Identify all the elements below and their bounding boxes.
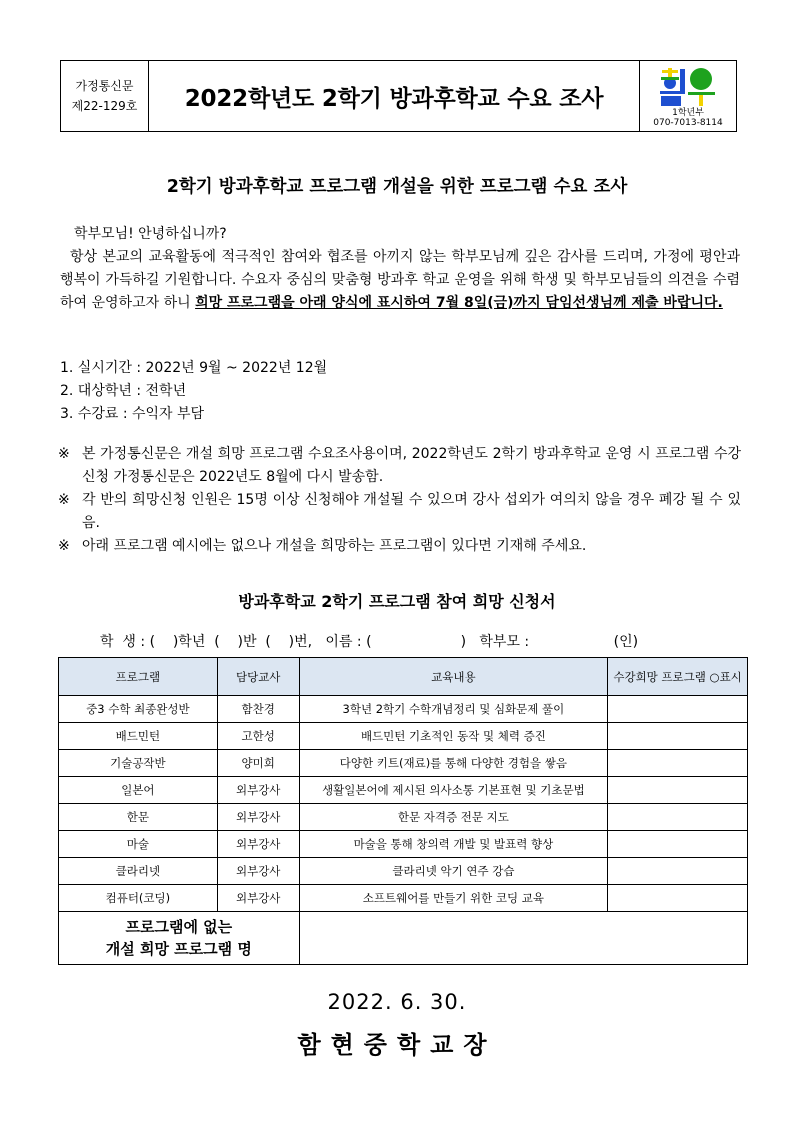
program-name: 클라리넷 — [59, 858, 218, 885]
table-header-row — [59, 658, 748, 696]
note-text: 아래 프로그램 예시에는 없으나 개설을 희망하는 프로그램이 있다면 기재해 주세요. — [82, 538, 587, 554]
program-name: 중3 수학 최종완성반 — [59, 696, 218, 723]
program-name: 마술 — [59, 831, 218, 858]
table-row — [59, 750, 748, 777]
note-item — [58, 489, 741, 535]
school-principal: 함현중학교장 — [297, 1031, 497, 1059]
select-cell[interactable] — [608, 777, 748, 804]
teacher: 외부강사 — [217, 777, 299, 804]
note-mark: ※ — [58, 538, 70, 554]
table-row — [59, 858, 748, 885]
teacher: 외부강사 — [217, 885, 299, 912]
teacher: 양미희 — [217, 750, 299, 777]
extra-program-row — [59, 912, 748, 965]
table-row — [59, 723, 748, 750]
extra-label-line1: 프로그램에 없는 — [125, 918, 233, 936]
info-fee: 3. 수강료 : 수익자 부담 — [60, 406, 205, 422]
content: 클라리넷 악기 연주 강습 — [299, 858, 608, 885]
select-cell[interactable] — [608, 723, 748, 750]
program-table — [58, 657, 748, 965]
doc-title: 2022학년도 2학기 방과후학교 수요 조사 — [149, 61, 640, 131]
note-item — [58, 443, 741, 489]
doc-info — [61, 61, 149, 131]
dept-phone: 070-7013-8114 — [653, 118, 723, 128]
teacher: 고한성 — [217, 723, 299, 750]
teacher: 외부강사 — [217, 831, 299, 858]
content: 한문 자격증 전문 지도 — [299, 804, 608, 831]
extra-program-label — [59, 912, 300, 965]
table-row — [59, 777, 748, 804]
info-grade: 2. 대상학년 : 전학년 — [60, 383, 187, 399]
note-text: 각 반의 희망신청 인원은 15명 이상 신청해야 개설될 수 있으며 강사 섭외가 여의치 않을 경우 폐강 될 수 있음. — [82, 492, 741, 531]
form-title: 방과후학교 2학기 프로그램 참여 희망 신청서 — [238, 592, 556, 611]
program-name: 한문 — [59, 804, 218, 831]
select-cell[interactable] — [608, 804, 748, 831]
content: 마술을 통해 창의력 개발 및 발표력 향상 — [299, 831, 608, 858]
select-cell[interactable] — [608, 831, 748, 858]
table-row — [59, 831, 748, 858]
content: 소프트웨어를 만들기 위한 코딩 교육 — [299, 885, 608, 912]
table-row — [59, 885, 748, 912]
note-mark: ※ — [58, 446, 70, 462]
doc-type: 가정통신문 — [75, 79, 134, 93]
extra-program-input[interactable] — [299, 912, 747, 965]
select-cell[interactable] — [608, 858, 748, 885]
teacher: 외부강사 — [217, 804, 299, 831]
table-row — [59, 804, 748, 831]
intro-emphasis: 희망 프로그램을 아래 양식에 표시하여 7월 8일(금)까지 담임선생님께 제출 바랍니다. — [195, 295, 723, 311]
col-header-content: 교육내용 — [299, 658, 608, 696]
select-cell[interactable] — [608, 885, 748, 912]
dept-name: 1학년부 — [672, 108, 704, 118]
doc-number: 제22-129호 — [71, 99, 138, 113]
table-row — [59, 696, 748, 723]
program-name: 컴퓨터(코딩) — [59, 885, 218, 912]
program-name: 일본어 — [59, 777, 218, 804]
program-name: 기술공작반 — [59, 750, 218, 777]
col-header-select: 수강희망 프로그램 ○표시 — [608, 658, 748, 696]
survey-subtitle: 2학기 방과후학교 프로그램 개설을 위한 프로그램 수요 조사 — [166, 177, 628, 197]
col-header-teacher: 담당교사 — [217, 658, 299, 696]
notes — [58, 443, 741, 558]
student-info-line[interactable]: 학 생 : ( )학년 ( )반 ( )번, 이름 : ( ) 학부모 : (인) — [100, 634, 639, 650]
note-text: 본 가정통신문은 개설 희망 프로그램 수요조사용이며, 2022학년도 2학기 방과후학교 운영 시 프로그램 수강 신청 가정통신문은 2022년도 8월에 다시 발송함. — [82, 446, 741, 485]
intro-paragraph — [60, 246, 740, 315]
intro-body: 항상 본교의 교육활동에 적극적인 참여와 협조를 아끼지 않는 학부모님께 깊은 감사를 드리며, 가정에 평안과 행복이 가득하길 기원합니다. 수요자 중심의 맞춤형 방과후 학교 운영을 위해 학생 및 학부모님들의 의견을 수렴하여 운영하고자 하니 — [60, 249, 740, 311]
header-box — [60, 60, 737, 132]
extra-label-line2: 개설 희망 프로그램 명 — [105, 940, 252, 958]
teacher: 외부강사 — [217, 858, 299, 885]
issue-date: 2022. 6. 30. — [327, 990, 467, 1014]
greeting: 학부모님! 안녕하십니까? — [74, 226, 227, 242]
program-name: 배드민턴 — [59, 723, 218, 750]
dept-logo-cell — [640, 61, 736, 131]
teacher: 함찬경 — [217, 696, 299, 723]
content: 배드민턴 기초적인 동작 및 체력 증진 — [299, 723, 608, 750]
note-mark: ※ — [58, 492, 70, 508]
info-period: 1. 실시기간 : 2022년 9월 ~ 2022년 12월 — [60, 360, 328, 376]
info-list — [60, 357, 327, 426]
select-cell[interactable] — [608, 696, 748, 723]
content: 생활일본어에 제시된 의사소통 기본표현 및 기초문법 — [299, 777, 608, 804]
select-cell[interactable] — [608, 750, 748, 777]
content: 3학년 2학기 수학개념정리 및 심화문제 풀이 — [299, 696, 608, 723]
content: 다양한 키트(재료)를 통해 다양한 경험을 쌓음 — [299, 750, 608, 777]
note-item — [58, 535, 741, 558]
school-logo-icon — [659, 66, 717, 106]
col-header-program: 프로그램 — [59, 658, 218, 696]
